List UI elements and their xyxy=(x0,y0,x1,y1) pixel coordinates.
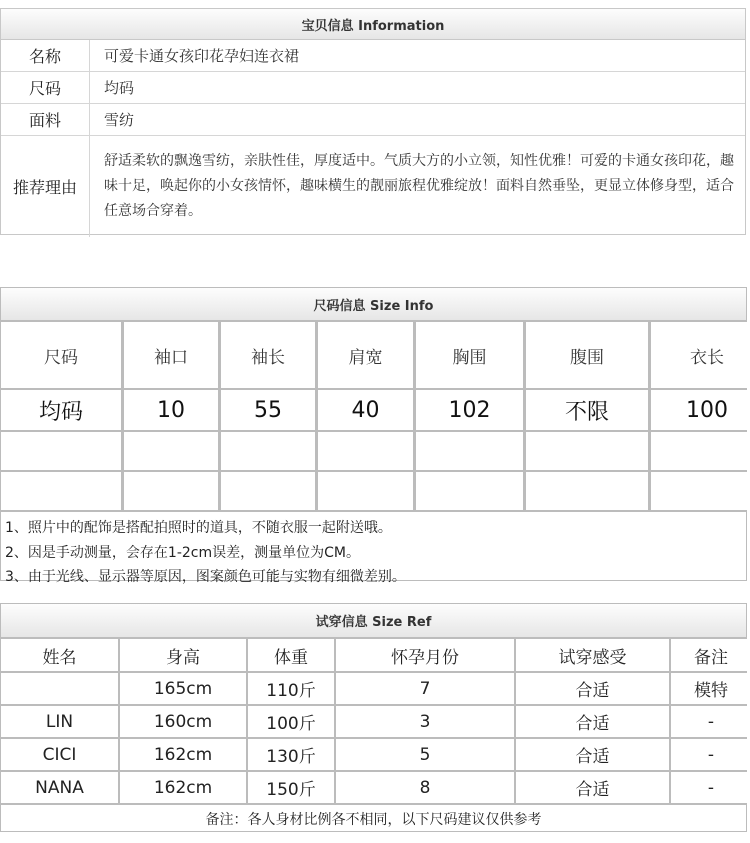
size-header-cell: 胸围 xyxy=(416,322,523,388)
size-empty-cell xyxy=(124,472,218,510)
tryon-cell: - xyxy=(671,772,750,803)
tryon-title: 试穿信息 Size Ref xyxy=(1,604,746,639)
size-header-cell: 腹围 xyxy=(526,322,648,388)
size-empty-cell xyxy=(221,472,315,510)
tryon-cell: CICI xyxy=(1,739,118,770)
info-label: 名称 xyxy=(1,40,90,71)
info-row-reason xyxy=(1,136,745,237)
info-value: 舒适柔软的飘逸雪纺，亲肤性佳，厚度适中。气质大方的小立领，知性优雅！可爱的卡通女孩印花，趣味十足，唤起你的小女孩情怀，趣味横生的靓丽旅程优雅绽放！面料自然垂坠，更显立体修身型，适合任意场合穿着。 xyxy=(104,153,734,219)
size-header-cell: 衣长 xyxy=(651,322,750,388)
size-empty-cell xyxy=(416,432,523,470)
tryon-cell: 130斤 xyxy=(248,739,334,770)
info-value: 可爱卡通女孩印花孕妇连衣裙 xyxy=(104,47,300,65)
tryon-cell: 8 xyxy=(336,772,514,803)
size-empty-cell xyxy=(124,432,218,470)
size-note: 1、照片中的配饰是搭配拍照时的道具，不随衣服一起附送哦。 xyxy=(5,520,392,536)
tryon-footer-note: 备注：各人身材比例各不相同，以下尺码建议仅供参考 xyxy=(205,812,542,828)
tryon-cell: LIN xyxy=(1,706,118,737)
size-info-title: 尺码信息 Size Info xyxy=(1,288,746,322)
tryon-cell: - xyxy=(671,706,750,737)
size-header-cell: 袖口 xyxy=(124,322,218,388)
info-value: 雪纺 xyxy=(104,111,135,129)
info-row-size xyxy=(1,72,745,104)
tryon-header-cell: 试穿感受 xyxy=(516,639,669,671)
size-empty-cell xyxy=(1,472,121,510)
tryon-cell: - xyxy=(671,739,750,770)
info-label: 推荐理由 xyxy=(1,136,90,237)
size-value-cell: 不限 xyxy=(526,390,648,430)
size-header-cell: 肩宽 xyxy=(318,322,413,388)
tryon-header-cell: 怀孕月份 xyxy=(336,639,514,671)
size-empty-cell xyxy=(1,432,121,470)
tryon-cell: 合适 xyxy=(516,706,669,737)
size-value-cell: 102 xyxy=(416,390,523,430)
tryon-cell: 合适 xyxy=(516,739,669,770)
size-empty-cell xyxy=(318,432,413,470)
size-header-cell: 尺码 xyxy=(1,322,121,388)
size-empty-cell xyxy=(651,432,750,470)
tryon-cell: 合适 xyxy=(516,772,669,803)
tryon-cell: 7 xyxy=(336,673,514,704)
size-empty-cell xyxy=(526,472,648,510)
size-grid xyxy=(1,322,746,512)
product-info-title: 宝贝信息 Information xyxy=(1,9,745,40)
tryon-cell: 162cm xyxy=(120,739,246,770)
tryon-table xyxy=(0,603,747,832)
size-empty-cell xyxy=(651,472,750,510)
tryon-header-cell: 姓名 xyxy=(1,639,118,671)
tryon-cell xyxy=(1,673,118,704)
tryon-cell: 165cm xyxy=(120,673,246,704)
size-value-cell: 40 xyxy=(318,390,413,430)
size-info-table xyxy=(0,287,747,585)
tryon-header-cell: 身高 xyxy=(120,639,246,671)
info-label: 面料 xyxy=(1,104,90,135)
tryon-header-cell: 备注 xyxy=(671,639,750,671)
tryon-cell: 150斤 xyxy=(248,772,334,803)
tryon-cell: 合适 xyxy=(516,673,669,704)
size-value-cell: 55 xyxy=(221,390,315,430)
info-row-name xyxy=(1,40,745,72)
tryon-cell: 3 xyxy=(336,706,514,737)
info-label: 尺码 xyxy=(1,72,90,103)
size-value-cell: 10 xyxy=(124,390,218,430)
size-value-cell: 均码 xyxy=(1,390,121,430)
tryon-header-cell: 体重 xyxy=(248,639,334,671)
tryon-cell: 110斤 xyxy=(248,673,334,704)
size-header-cell: 袖长 xyxy=(221,322,315,388)
tryon-grid xyxy=(1,639,746,805)
tryon-cell: 100斤 xyxy=(248,706,334,737)
size-notes xyxy=(1,512,746,590)
size-empty-cell xyxy=(416,472,523,510)
info-row-fabric xyxy=(1,104,745,136)
product-info-table xyxy=(0,8,746,235)
size-empty-cell xyxy=(526,432,648,470)
size-value-cell: 100 xyxy=(651,390,750,430)
size-empty-cell xyxy=(318,472,413,510)
tryon-cell: 模特 xyxy=(671,673,750,704)
size-note: 3、由于光线、显示器等原因，图案颜色可能与实物有细微差别。 xyxy=(5,569,406,585)
size-note: 2、因是手动测量，会存在1-2cm误差，测量单位为CM。 xyxy=(5,544,360,561)
tryon-cell: 5 xyxy=(336,739,514,770)
info-value: 均码 xyxy=(104,79,135,97)
tryon-cell: NANA xyxy=(1,772,118,803)
size-empty-cell xyxy=(221,432,315,470)
tryon-cell: 162cm xyxy=(120,772,246,803)
tryon-cell: 160cm xyxy=(120,706,246,737)
